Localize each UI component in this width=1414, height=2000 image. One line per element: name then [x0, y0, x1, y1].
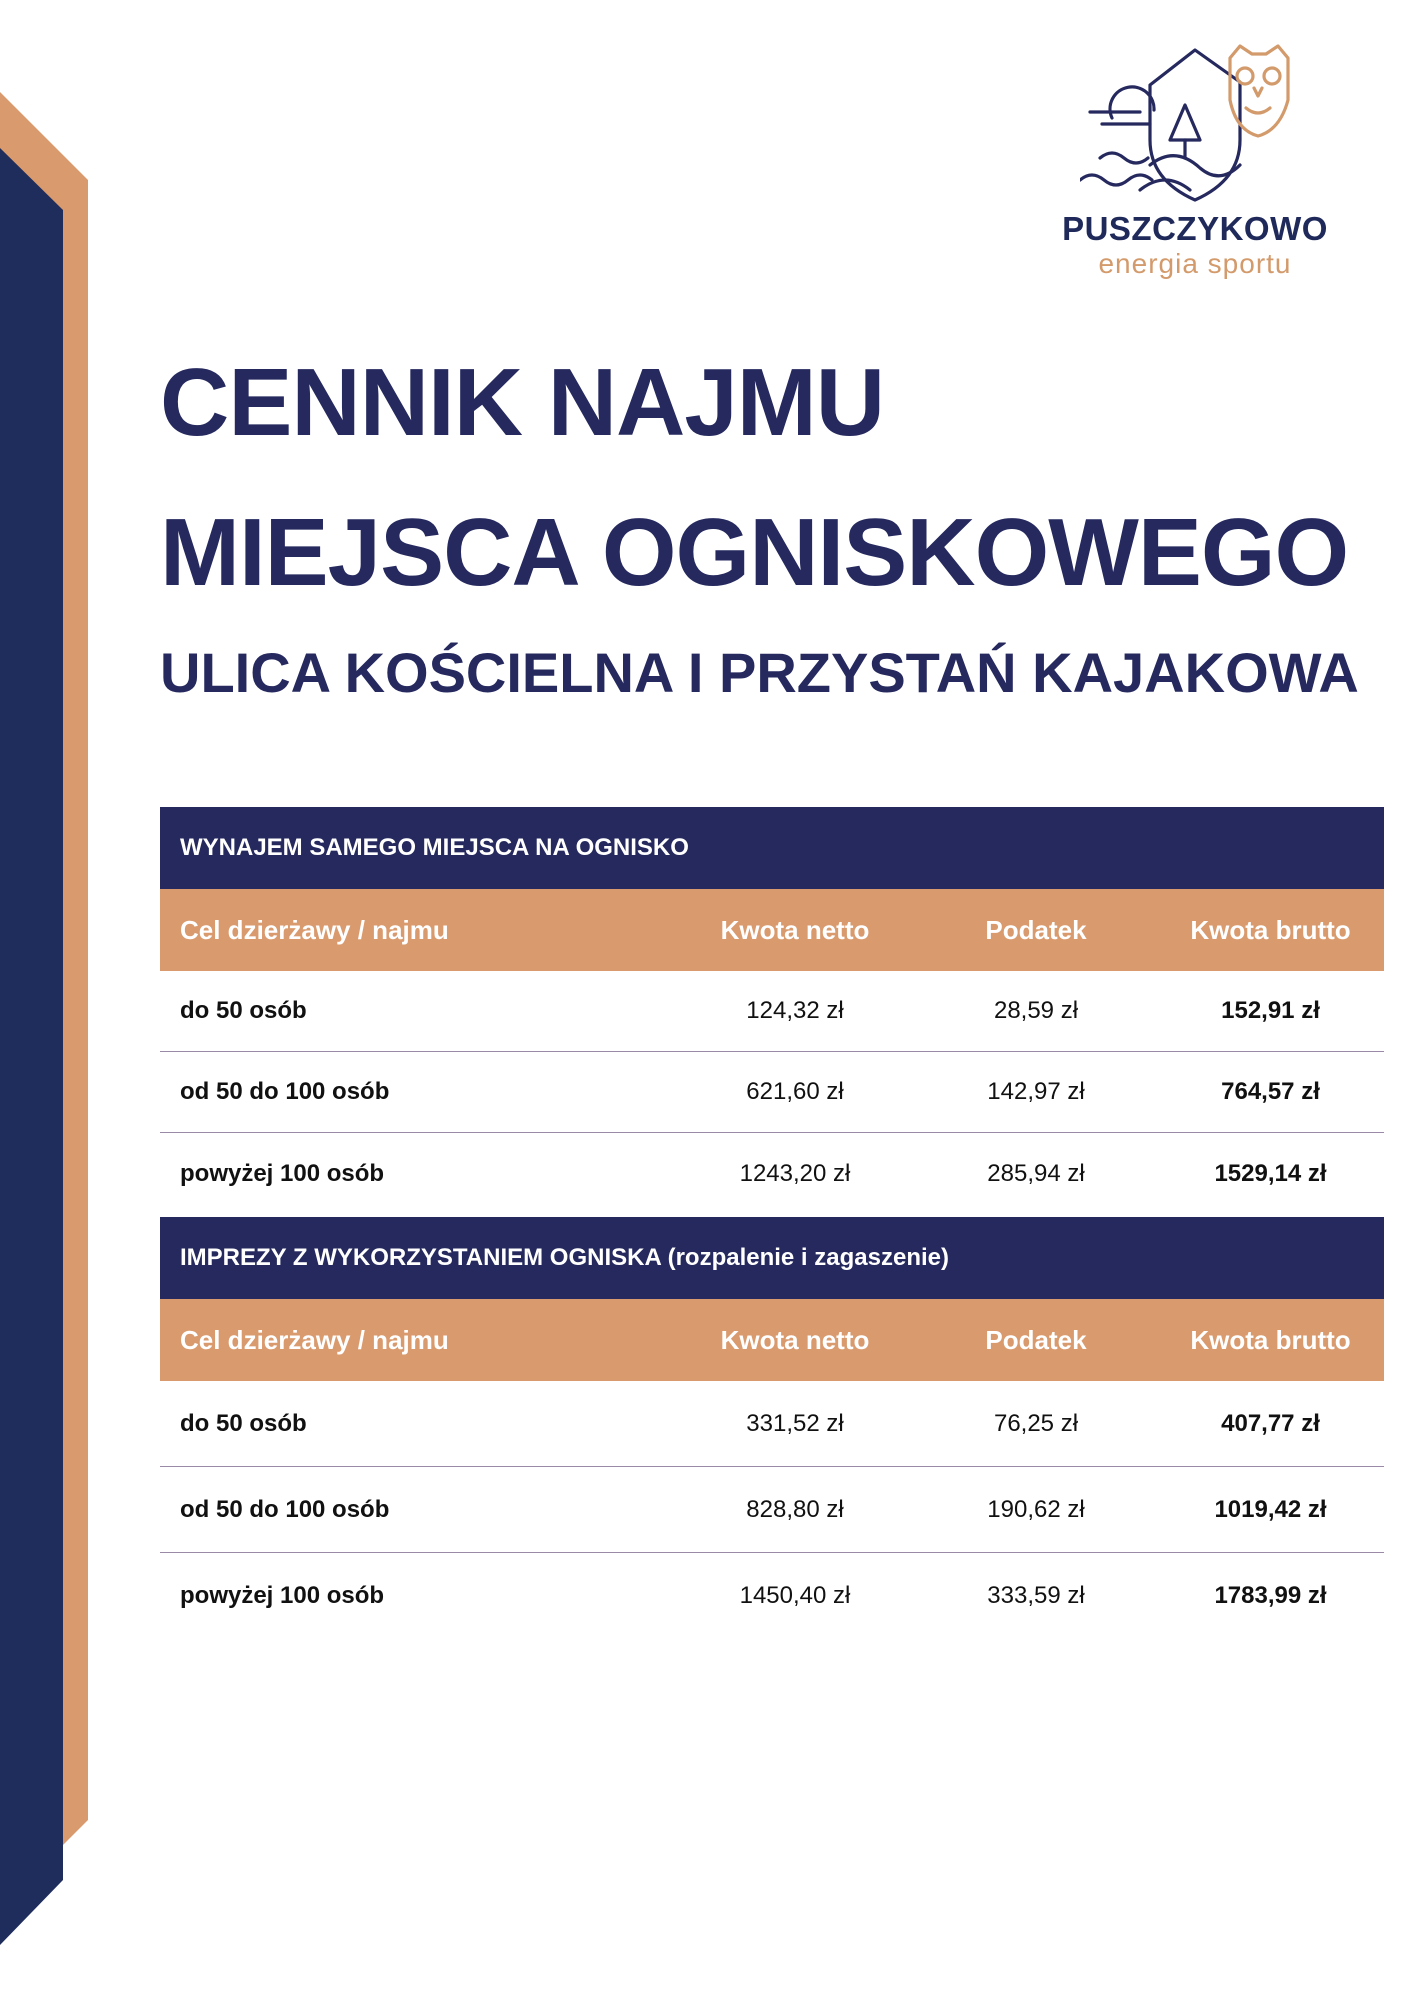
- table-row: [160, 971, 1384, 1052]
- table-row: [160, 1553, 1384, 1639]
- row-tax: 333,59 zł: [987, 1582, 1085, 1609]
- row-gross: 1019,42 zł: [1214, 1495, 1327, 1523]
- header-purpose: Cel dzierżawy / najmu: [180, 1324, 449, 1355]
- row-purpose: od 50 do 100 osób: [180, 1495, 390, 1523]
- table-row: [160, 1467, 1384, 1553]
- row-net: 621,60 zł: [746, 1078, 844, 1105]
- table-section-title: WYNAJEM SAMEGO MIEJSCA NA OGNISKO: [160, 807, 1384, 889]
- page-title-line-1: CENNIK NAJMU: [160, 349, 885, 456]
- row-tax: 190,62 zł: [987, 1495, 1085, 1523]
- row-net: 1450,40 zł: [739, 1582, 851, 1609]
- row-tax: 76,25 zł: [993, 1409, 1079, 1437]
- puszczykowo-emblem-icon: [1080, 40, 1310, 205]
- header-tax: Podatek: [985, 1324, 1087, 1355]
- row-gross: 1529,14 zł: [1214, 1159, 1327, 1187]
- row-purpose: powyżej 100 osób: [180, 1582, 385, 1609]
- row-purpose: do 50 osób: [180, 997, 307, 1024]
- header-tax: Podatek: [985, 914, 1087, 945]
- decorative-side-stripe: [0, 0, 120, 2000]
- table-row: [160, 1052, 1384, 1133]
- header-gross: Kwota brutto: [1190, 1324, 1351, 1355]
- row-purpose: od 50 do 100 osób: [180, 1078, 390, 1105]
- row-gross: 152,91 zł: [1221, 997, 1320, 1024]
- row-tax: 142,97 zł: [987, 1078, 1085, 1105]
- row-gross: 1783,99 zł: [1214, 1582, 1327, 1609]
- row-gross: 764,57 zł: [1221, 1078, 1320, 1105]
- table-header-row: [160, 889, 1384, 971]
- price-table-events-with-fire: [160, 1217, 1384, 1639]
- header-gross: Kwota brutto: [1190, 914, 1351, 945]
- table-section-title: IMPREZY Z WYKORZYSTANIEM OGNISKA (rozpalenie i zagaszenie): [160, 1217, 1384, 1299]
- row-net: 124,32 zł: [746, 997, 844, 1024]
- table-row: [160, 1381, 1384, 1467]
- table-row: [160, 1133, 1384, 1214]
- brand-logo: [1030, 40, 1360, 290]
- row-net: 828,80 zł: [746, 1495, 844, 1523]
- header-net: Kwota netto: [720, 1324, 870, 1355]
- table-header-row: [160, 1299, 1384, 1381]
- price-table-firepit-rental: [160, 807, 1384, 1214]
- row-net: 1243,20 zł: [739, 1159, 851, 1187]
- row-tax: 285,94 zł: [987, 1159, 1085, 1187]
- row-tax: 28,59 zł: [993, 997, 1079, 1024]
- row-gross: 407,77 zł: [1221, 1409, 1320, 1437]
- page-title-line-2: MIEJSCA OGNISKOWEGO: [160, 499, 1349, 606]
- row-purpose: powyżej 100 osób: [180, 1159, 385, 1187]
- page-subtitle: ULICA KOŚCIELNA I PRZYSTAŃ KAJAKOWA: [160, 641, 1359, 704]
- row-net: 331,52 zł: [746, 1409, 844, 1437]
- header-purpose: Cel dzierżawy / najmu: [180, 914, 449, 945]
- brand-tagline: energia sportu: [1098, 248, 1292, 279]
- header-net: Kwota netto: [720, 914, 870, 945]
- row-purpose: do 50 osób: [180, 1409, 307, 1437]
- brand-name: PUSZCZYKOWO: [1062, 210, 1328, 247]
